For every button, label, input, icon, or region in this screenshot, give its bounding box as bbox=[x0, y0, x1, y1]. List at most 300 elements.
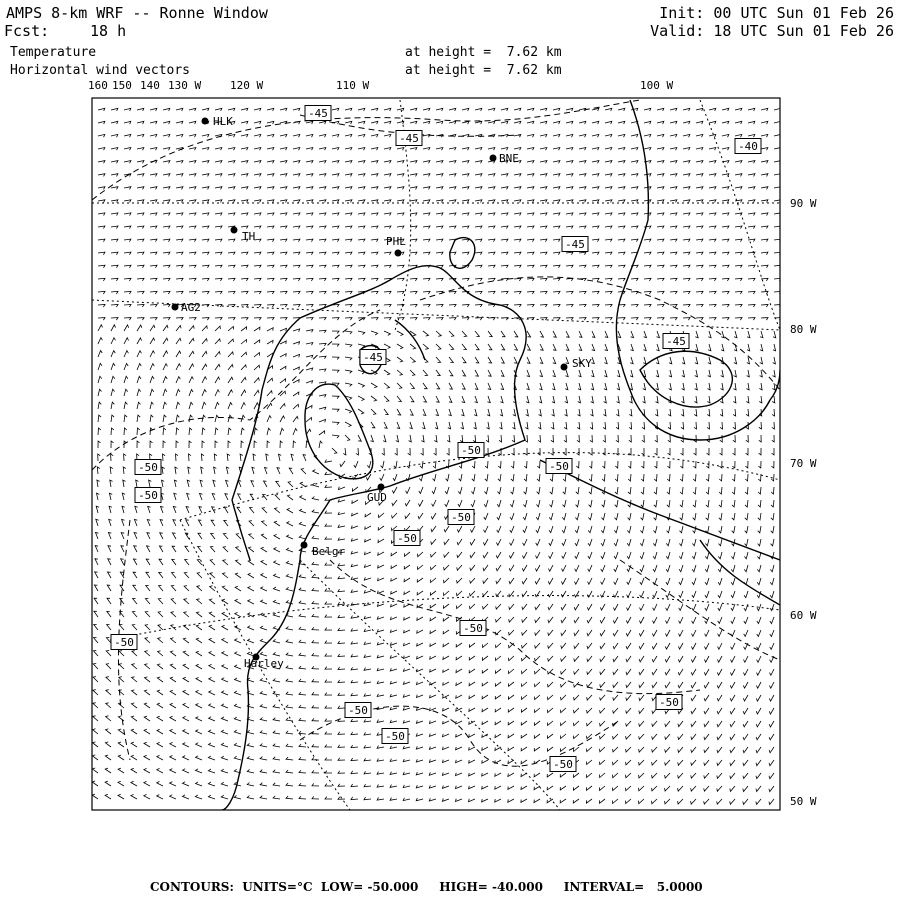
wind-barb bbox=[111, 428, 114, 435]
wind-barb bbox=[325, 524, 332, 527]
wind-barb bbox=[417, 565, 423, 569]
wind-barb bbox=[553, 305, 560, 308]
wind-barb bbox=[748, 108, 755, 111]
wind-barb bbox=[325, 628, 332, 631]
wind-barb bbox=[319, 213, 326, 216]
wind-barb bbox=[384, 331, 390, 335]
wind-barb bbox=[756, 734, 761, 740]
wind-barb bbox=[236, 560, 242, 565]
wind-barb bbox=[709, 121, 716, 124]
wind-barb bbox=[293, 148, 300, 151]
wind-barb bbox=[202, 200, 209, 203]
wind-barb bbox=[613, 630, 618, 636]
wind-barb bbox=[514, 108, 521, 111]
wind-barb bbox=[683, 200, 690, 203]
wind-barb bbox=[228, 278, 235, 281]
wind-barb bbox=[254, 252, 261, 255]
wind-barb bbox=[209, 678, 215, 683]
wind-barb bbox=[351, 590, 358, 593]
wind-barb bbox=[730, 747, 735, 753]
wind-barb bbox=[332, 226, 339, 229]
wind-barb bbox=[189, 318, 196, 321]
wind-barb bbox=[306, 134, 313, 137]
wind-barb bbox=[617, 396, 620, 403]
wind-barb bbox=[286, 705, 293, 708]
wind-barb bbox=[538, 448, 541, 455]
wind-barb bbox=[600, 721, 605, 726]
wind-barb bbox=[410, 318, 417, 321]
wind-barb bbox=[377, 797, 384, 800]
wind-barb bbox=[600, 617, 605, 623]
wind-barb bbox=[254, 365, 260, 370]
wind-barb bbox=[254, 265, 261, 268]
wind-barb bbox=[163, 325, 168, 331]
wind-barb bbox=[717, 708, 722, 714]
wind-barb bbox=[461, 422, 464, 429]
wind-barb bbox=[196, 704, 202, 709]
wind-barb bbox=[704, 669, 709, 675]
wind-barb bbox=[482, 786, 488, 789]
wind-barb bbox=[553, 318, 560, 321]
wind-barb bbox=[202, 402, 206, 409]
wind-barb bbox=[431, 513, 436, 519]
wind-barb bbox=[312, 679, 319, 682]
wind-barb bbox=[627, 552, 631, 559]
wind-barb bbox=[522, 630, 527, 635]
wind-barb bbox=[273, 705, 280, 708]
wind-barb bbox=[228, 305, 235, 308]
wind-barb bbox=[730, 734, 735, 740]
wind-barb bbox=[137, 305, 144, 308]
wind-barb bbox=[208, 769, 215, 773]
wind-barb bbox=[299, 614, 306, 617]
wind-barb bbox=[588, 513, 592, 520]
wind-barb bbox=[159, 572, 163, 578]
wind-barb bbox=[312, 614, 319, 617]
wind-barb bbox=[657, 265, 664, 268]
wind-barb bbox=[306, 148, 313, 151]
wind-barb bbox=[351, 551, 358, 554]
wind-barb bbox=[654, 487, 657, 494]
wind-barb bbox=[106, 716, 111, 721]
wind-barb bbox=[434, 435, 437, 442]
wind-barb bbox=[158, 625, 163, 630]
wind-barb bbox=[579, 161, 586, 164]
wind-barb bbox=[629, 409, 632, 416]
wind-barb bbox=[109, 493, 112, 500]
wind-barb bbox=[514, 187, 521, 190]
wind-barb bbox=[423, 187, 430, 190]
wind-barb bbox=[462, 278, 469, 281]
wind-barb bbox=[706, 500, 709, 507]
wind-barb bbox=[733, 396, 736, 403]
wind-barb bbox=[694, 409, 697, 416]
wind-barb bbox=[176, 278, 183, 281]
wind-barb bbox=[293, 380, 299, 383]
wind-barb bbox=[338, 628, 345, 631]
wind-barb bbox=[371, 318, 378, 321]
wind-barb bbox=[527, 239, 534, 242]
wind-barb bbox=[592, 213, 599, 216]
wind-barb bbox=[237, 507, 241, 513]
wind-barb bbox=[683, 161, 690, 164]
wind-barb bbox=[132, 677, 137, 682]
wind-barb bbox=[397, 187, 404, 190]
wind-barb bbox=[666, 539, 670, 546]
wind-barb bbox=[163, 134, 170, 137]
wind-barb bbox=[498, 474, 501, 481]
wind-barb bbox=[657, 291, 664, 294]
wind-barb bbox=[134, 533, 137, 539]
wind-barb bbox=[527, 278, 534, 281]
wind-barb bbox=[566, 134, 573, 137]
wind-barb bbox=[696, 252, 703, 255]
wind-barb bbox=[312, 705, 319, 708]
wind-barb bbox=[436, 305, 443, 308]
wind-barb bbox=[121, 533, 124, 539]
wind-barb bbox=[223, 573, 229, 578]
wind-barb bbox=[644, 265, 651, 268]
wind-barb bbox=[709, 148, 716, 151]
wind-barb bbox=[514, 344, 518, 350]
wind-barb bbox=[732, 487, 735, 494]
wind-barb bbox=[286, 757, 293, 760]
wind-barb bbox=[475, 121, 482, 124]
wind-barb bbox=[176, 252, 183, 255]
wind-barb bbox=[377, 694, 384, 697]
wind-barb bbox=[364, 681, 371, 684]
wind-barb bbox=[717, 669, 722, 675]
wind-barb bbox=[695, 370, 698, 377]
wind-barb bbox=[157, 677, 163, 682]
wind-barb bbox=[588, 565, 592, 571]
wind-barb bbox=[527, 252, 534, 255]
wind-barb bbox=[449, 318, 456, 321]
wind-barb bbox=[562, 526, 566, 533]
wind-barb bbox=[631, 278, 638, 281]
contour-label: -45 bbox=[565, 238, 585, 251]
wind-barb bbox=[613, 747, 618, 752]
wind-barb bbox=[306, 213, 313, 216]
wind-barb bbox=[475, 383, 478, 389]
wind-barb bbox=[579, 291, 586, 294]
wind-barb bbox=[189, 326, 194, 331]
wind-barb bbox=[98, 174, 105, 177]
wind-barb bbox=[579, 252, 586, 255]
wind-barb bbox=[758, 461, 761, 468]
wind-barb bbox=[509, 617, 514, 622]
wind-barb bbox=[566, 187, 573, 190]
wind-barb bbox=[371, 174, 378, 177]
wind-barb bbox=[730, 695, 735, 701]
wind-barb bbox=[643, 344, 646, 351]
wind-barb bbox=[286, 731, 293, 734]
wind-barb bbox=[215, 252, 222, 255]
wind-barb bbox=[365, 526, 371, 529]
wind-barb bbox=[536, 552, 541, 558]
wind-barb bbox=[679, 630, 684, 636]
wind-barb bbox=[241, 265, 248, 268]
wind-barb bbox=[273, 718, 280, 721]
wind-barb bbox=[746, 435, 749, 442]
wind-barb bbox=[579, 200, 586, 203]
wind-barb bbox=[508, 799, 514, 802]
wind-barb bbox=[332, 357, 339, 360]
wind-barb bbox=[756, 695, 761, 701]
wind-barb bbox=[748, 226, 755, 229]
wind-barb bbox=[319, 419, 326, 422]
wind-barb bbox=[364, 719, 371, 722]
wind-barb bbox=[332, 344, 339, 347]
wind-barb bbox=[215, 187, 222, 190]
wind-barb bbox=[163, 454, 166, 461]
wind-barb bbox=[602, 513, 606, 520]
wind-barb bbox=[508, 734, 514, 738]
wind-barb bbox=[769, 799, 774, 805]
wind-barb bbox=[462, 187, 469, 190]
wind-barb bbox=[124, 265, 131, 268]
wind-barb bbox=[384, 370, 390, 375]
wind-barb bbox=[769, 747, 774, 753]
wind-barb bbox=[456, 799, 463, 802]
wind-barb bbox=[209, 743, 216, 747]
wind-barb bbox=[371, 435, 374, 442]
wind-barb bbox=[539, 409, 542, 416]
wind-barb bbox=[681, 409, 684, 416]
wind-barb bbox=[772, 448, 774, 455]
wind-barb bbox=[319, 395, 326, 398]
wind-barb bbox=[215, 318, 222, 321]
wind-barb bbox=[172, 546, 176, 552]
wind-barb bbox=[693, 487, 696, 494]
wind-barb bbox=[500, 396, 503, 403]
wind-barb bbox=[618, 265, 625, 268]
wind-barb bbox=[695, 331, 698, 338]
wind-barb bbox=[107, 611, 111, 617]
wind-barb bbox=[241, 340, 247, 345]
wind-barb bbox=[566, 291, 573, 294]
wind-barb bbox=[639, 773, 644, 778]
wind-barb bbox=[436, 174, 443, 177]
wind-barb bbox=[417, 643, 423, 646]
wind-barb bbox=[345, 265, 352, 268]
wind-barb bbox=[241, 187, 248, 190]
wind-barb bbox=[176, 174, 183, 177]
wind-barb bbox=[198, 520, 202, 526]
wind-barb bbox=[535, 682, 541, 687]
wind-barb bbox=[273, 613, 280, 617]
wind-barb bbox=[436, 252, 443, 255]
wind-barb bbox=[377, 746, 384, 749]
wind-barb bbox=[574, 708, 580, 713]
wind-barb bbox=[338, 680, 345, 683]
wind-barb bbox=[521, 682, 527, 687]
wind-barb bbox=[656, 383, 659, 390]
wind-barb bbox=[665, 630, 670, 636]
wind-barb bbox=[560, 786, 566, 790]
wind-barb bbox=[579, 187, 586, 190]
wind-barb bbox=[384, 344, 390, 349]
wind-barb bbox=[457, 591, 463, 596]
wind-barb bbox=[299, 535, 306, 539]
wind-barb bbox=[135, 506, 138, 513]
wind-barb bbox=[345, 148, 352, 151]
wind-barb bbox=[589, 500, 592, 507]
wind-barb bbox=[733, 409, 736, 416]
wind-barb bbox=[495, 682, 501, 686]
wind-barb bbox=[215, 402, 219, 409]
wind-barb bbox=[618, 161, 625, 164]
wind-barb bbox=[248, 547, 254, 552]
contour-label: -45 bbox=[363, 351, 383, 364]
wind-barb bbox=[202, 428, 205, 435]
wind-barb bbox=[319, 305, 326, 308]
wind-barb bbox=[761, 161, 768, 164]
wind-barb bbox=[378, 526, 384, 530]
wind-barb bbox=[561, 604, 566, 610]
wind-barb bbox=[731, 643, 735, 649]
wind-barb bbox=[443, 591, 449, 596]
wind-barb bbox=[756, 721, 761, 727]
wind-barb bbox=[553, 239, 560, 242]
wind-barb bbox=[273, 770, 280, 773]
wind-barb bbox=[462, 174, 469, 177]
wind-barb bbox=[131, 742, 137, 747]
wind-barb bbox=[731, 604, 735, 611]
wind-barb bbox=[287, 522, 293, 527]
wind-barb bbox=[683, 318, 690, 321]
wind-barb bbox=[449, 291, 456, 294]
wind-barb bbox=[469, 695, 475, 699]
wind-barb bbox=[508, 721, 514, 725]
wind-barb bbox=[627, 604, 632, 610]
wind-barb bbox=[174, 480, 177, 487]
wind-barb bbox=[183, 664, 189, 669]
wind-barb bbox=[603, 435, 606, 442]
wind-barb bbox=[293, 239, 300, 242]
wind-barb bbox=[254, 353, 260, 357]
wind-barb bbox=[356, 448, 359, 455]
wind-barb bbox=[666, 578, 670, 585]
wind-barb bbox=[523, 526, 527, 533]
wind-barb bbox=[299, 548, 306, 552]
wind-barb bbox=[267, 328, 273, 331]
wind-barb bbox=[534, 786, 540, 790]
wind-barb bbox=[249, 521, 254, 526]
wind-barb bbox=[251, 481, 254, 487]
wind-barb bbox=[534, 747, 540, 751]
wind-barb bbox=[757, 578, 761, 585]
wind-barb bbox=[599, 773, 605, 778]
wind-barb bbox=[578, 370, 581, 377]
wind-barb bbox=[93, 742, 99, 747]
wind-barb bbox=[280, 305, 287, 308]
wind-barb bbox=[759, 396, 762, 403]
wind-barb bbox=[293, 161, 300, 164]
wind-barb bbox=[189, 213, 196, 216]
wind-barb bbox=[241, 213, 248, 216]
wind-barb bbox=[654, 500, 657, 507]
wind-barb bbox=[108, 546, 111, 552]
wind-barb bbox=[628, 487, 631, 494]
wind-barb bbox=[384, 409, 388, 415]
wind-barb bbox=[540, 239, 547, 242]
contour-label: -50 bbox=[553, 758, 573, 771]
wind-barb bbox=[540, 305, 547, 308]
wind-barb bbox=[705, 604, 709, 611]
wind-barb bbox=[97, 480, 100, 487]
wind-barb bbox=[709, 108, 716, 111]
wind-barb bbox=[157, 755, 163, 760]
wind-barb bbox=[552, 409, 555, 416]
contour-label: -45 bbox=[666, 335, 686, 348]
wind-barb bbox=[364, 577, 371, 580]
wind-barb bbox=[560, 773, 566, 777]
wind-barb bbox=[170, 677, 176, 682]
wind-barb bbox=[462, 200, 469, 203]
wind-barb bbox=[573, 773, 579, 777]
wind-barb bbox=[162, 480, 165, 487]
wind-barb bbox=[124, 351, 128, 357]
wind-barb bbox=[553, 213, 560, 216]
wind-barb bbox=[616, 422, 619, 429]
wind-barb bbox=[628, 474, 631, 481]
wind-barb bbox=[613, 617, 618, 623]
wind-barb bbox=[213, 480, 216, 487]
wind-barb bbox=[614, 526, 618, 533]
wind-barb bbox=[665, 786, 670, 791]
wind-barb bbox=[131, 729, 137, 734]
wind-barb bbox=[680, 461, 683, 468]
wind-barb bbox=[748, 134, 755, 137]
wind-barb bbox=[201, 467, 204, 474]
wind-barb bbox=[717, 682, 722, 688]
wind-barb bbox=[286, 587, 293, 591]
wind-barb bbox=[709, 200, 716, 203]
wind-barb bbox=[306, 291, 313, 294]
wind-barb bbox=[338, 758, 345, 761]
wind-barb bbox=[587, 643, 592, 649]
station-label: Belgr bbox=[312, 545, 346, 558]
wind-barb bbox=[495, 669, 501, 673]
wind-barb bbox=[196, 743, 202, 747]
wind-barb bbox=[747, 344, 750, 351]
wind-barb bbox=[306, 305, 313, 308]
wind-barb bbox=[144, 755, 150, 760]
wind-barb bbox=[124, 161, 131, 164]
wind-barb bbox=[384, 108, 391, 111]
wind-barb bbox=[299, 575, 306, 578]
wind-barb bbox=[487, 422, 490, 429]
wind-barb bbox=[293, 226, 300, 229]
wind-barb bbox=[225, 494, 228, 500]
wind-barb bbox=[548, 630, 553, 635]
wind-barb bbox=[423, 383, 427, 389]
contour-label: -50 bbox=[451, 511, 471, 524]
wind-barb bbox=[299, 653, 306, 656]
wind-barb bbox=[163, 377, 167, 384]
wind-barb bbox=[680, 513, 683, 520]
wind-barb bbox=[770, 630, 774, 637]
wind-barb bbox=[560, 734, 566, 739]
wind-barb bbox=[431, 526, 436, 532]
wind-barb bbox=[287, 508, 293, 513]
wind-barb bbox=[430, 695, 436, 698]
wind-barb bbox=[371, 161, 378, 164]
wind-barb bbox=[137, 351, 142, 357]
wind-barb bbox=[631, 148, 638, 151]
wind-barb bbox=[228, 377, 233, 383]
